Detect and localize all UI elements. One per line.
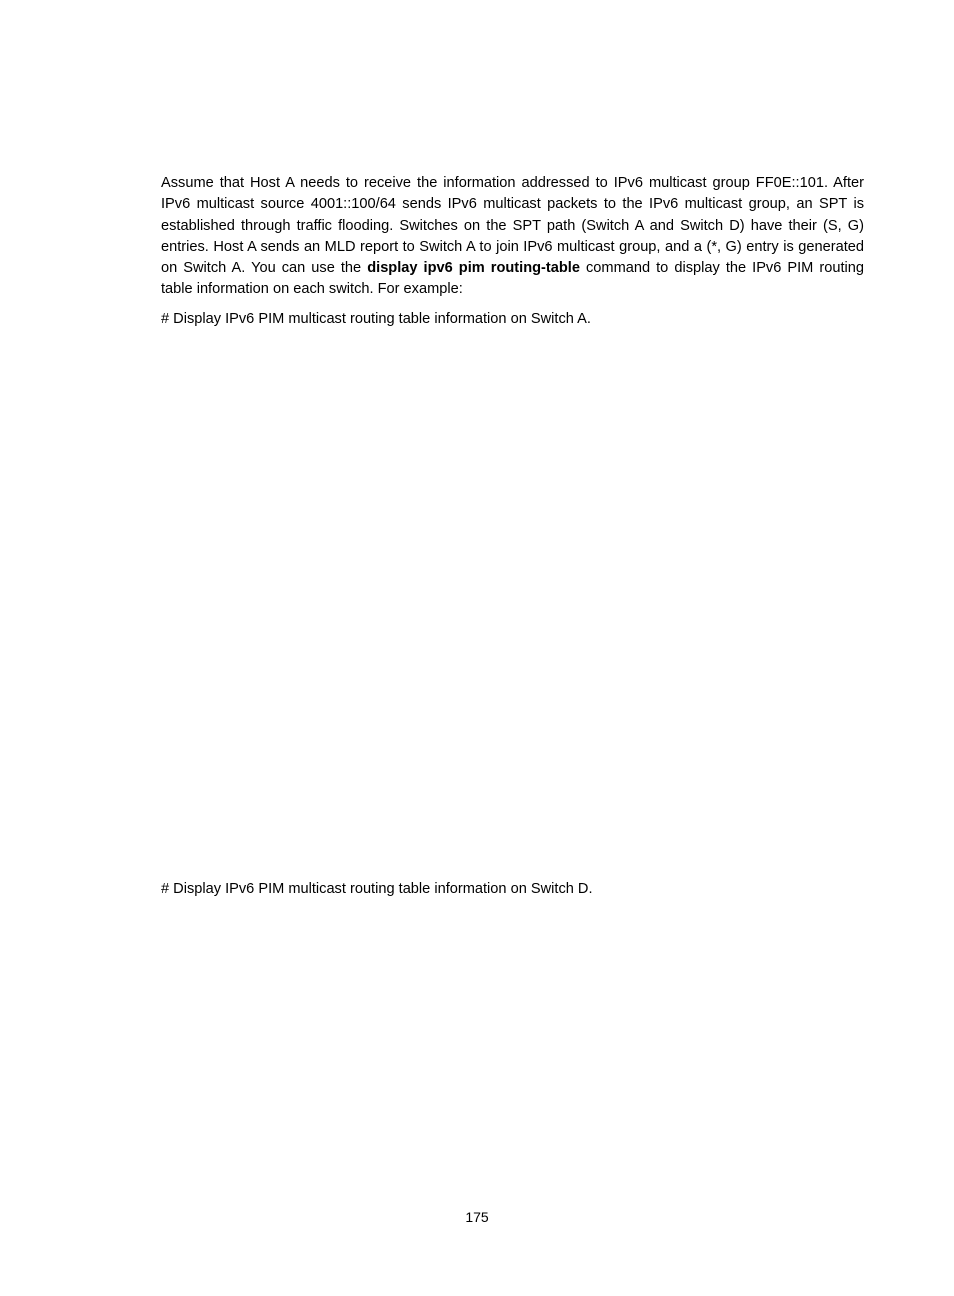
command-name: display ipv6 pim routing-table: [367, 260, 580, 277]
intro-text-after: command to display the IPv6 PIM routing table information on each switch. For example:: [161, 260, 864, 298]
intro-text-before: Assume that Host A needs to receive the information addressed to IPv6 multicast group FF0E::101. After IPv6 multicast source 4001::100/64 sends IPv6 multicast packets to the IPv6 multicast group, an SPT is established through traffic flooding. Switches on the SPT path (Switch A and Switch D) have their (S, G) entries. Host A sends an MLD report to Switch A to join IPv6 multicast group, and a (*, G) entry is generated on Switch A. You can use the: [161, 175, 864, 277]
intro-paragraph: [161, 173, 864, 301]
switch-d-display-label: # Display IPv6 PIM multicast routing table information on Switch D.: [161, 881, 593, 897]
switch-a-display-label: # Display IPv6 PIM multicast routing table information on Switch A.: [161, 311, 591, 327]
page-number: 175: [465, 1209, 489, 1225]
